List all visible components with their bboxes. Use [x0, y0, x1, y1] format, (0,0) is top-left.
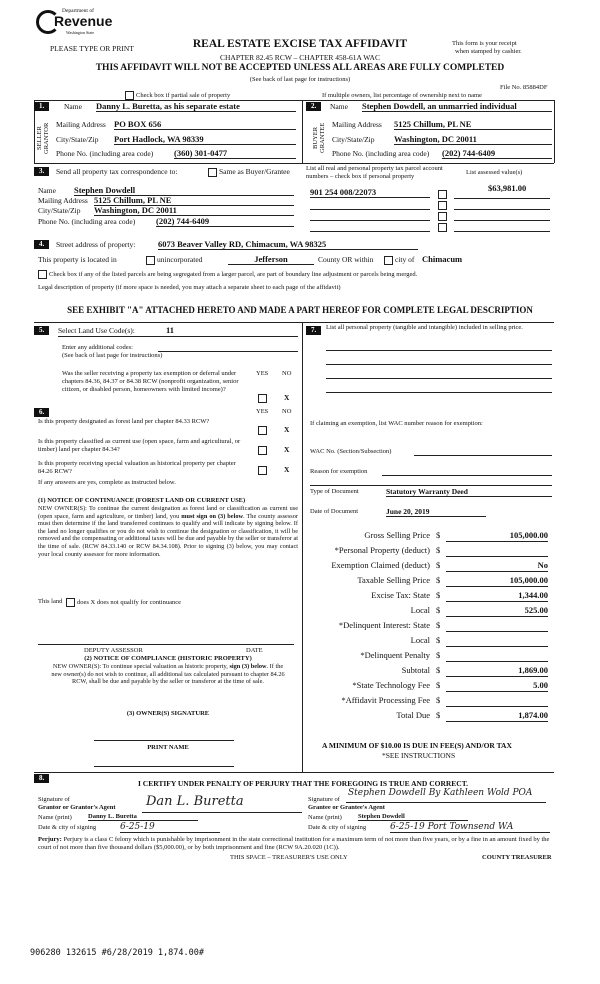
- buyer-mailing-label: Mailing Address: [332, 120, 382, 129]
- exemption-yes-checkbox[interactable]: [258, 394, 267, 403]
- notice-compliance-body: [48, 663, 288, 686]
- financial-row-value[interactable]: 105,000.00: [446, 530, 548, 542]
- form-title: REAL ESTATE EXCISE TAX AFFIDAVIT: [192, 38, 408, 50]
- buyer-mailing[interactable]: 5125 Chillum, PL NE: [394, 119, 552, 130]
- grantor-name-label: Name (print): [38, 814, 72, 821]
- partial-sale-checkbox[interactable]: [125, 91, 230, 100]
- forest-no-answer[interactable]: X: [284, 425, 290, 434]
- segregated-label: Check box if any of the listed parcels are being segregated from a larger parcel, are part of boundary line adjustment or parcels being merged.: [49, 270, 418, 278]
- land-use-code[interactable]: 11: [166, 325, 175, 335]
- section-6-designations: [34, 404, 302, 774]
- current-use-no-answer[interactable]: X: [284, 445, 290, 454]
- grantor-name[interactable]: Danny L. Buretta: [88, 813, 198, 821]
- section-3-tax-correspondence: [34, 165, 554, 235]
- assessed-value[interactable]: $63,981.00: [488, 183, 527, 193]
- seller-name[interactable]: Danny L. Buretta, as his separate estate: [96, 101, 296, 112]
- same-as-buyer-checkbox[interactable]: [208, 167, 290, 177]
- currency-symbol: $: [436, 680, 441, 690]
- buyer-phone-label: Phone No. (including area code): [332, 149, 430, 158]
- unincorporated-checkbox[interactable]: [146, 255, 202, 265]
- wac-number-label: WAC No. (Section/Subsection): [310, 448, 392, 455]
- section-5-land-use: [34, 324, 302, 404]
- financial-row-value[interactable]: [446, 545, 548, 557]
- tax-name-label: Name: [38, 186, 56, 195]
- document-type-label: Type of Document: [310, 488, 359, 495]
- grantee-date[interactable]: 6-25-19 Port Townsend WA: [390, 822, 550, 833]
- financial-row-label: Total Due: [396, 710, 430, 720]
- financial-row-value[interactable]: 1,344.00: [446, 590, 548, 602]
- section-number: 7.: [306, 326, 321, 335]
- property-county[interactable]: Jefferson: [228, 254, 314, 265]
- document-type[interactable]: Statutory Warranty Deed: [386, 487, 552, 497]
- section-number: 2.: [306, 102, 321, 111]
- historic-question: Is this property receiving special valuation as historical property per chapter 84.26 RCW?: [38, 460, 236, 475]
- financial-row-value[interactable]: [446, 635, 548, 647]
- financial-row-value[interactable]: 1,869.00: [446, 665, 548, 677]
- financial-row-label: *Delinquent Interest: State: [338, 620, 430, 630]
- form-subtitle: CHAPTER 82.45 RCW – CHAPTER 458-61A WAC: [220, 53, 380, 62]
- county-treasurer-label: COUNTY TREASURER: [482, 854, 552, 861]
- exemption-reason-label: Reason for exemption: [310, 468, 368, 475]
- segregated-checkbox[interactable]: [38, 270, 417, 279]
- treasurer-space-label: THIS SPACE – TREASURER'S USE ONLY: [230, 854, 348, 861]
- financial-table: [302, 530, 554, 726]
- yes-header: YES: [256, 370, 269, 377]
- section-number: 1.: [34, 102, 49, 111]
- parcel-number[interactable]: 901 254 008/22073: [310, 187, 430, 198]
- section-number: 3.: [34, 167, 49, 176]
- document-date[interactable]: June 20, 2019: [386, 507, 486, 517]
- tax-mailing-label: Mailing Address: [38, 196, 88, 205]
- currency-symbol: $: [436, 560, 441, 570]
- checkbox-icon: [384, 256, 393, 265]
- perjury-notice: [38, 836, 550, 852]
- financial-row-value[interactable]: 5.00: [446, 680, 548, 692]
- additional-codes-note: (See back of last page for instructions): [62, 352, 163, 359]
- minimum-fee-note: A MINIMUM OF $10.00 IS DUE IN FEE(S) AND/OR TAX: [322, 741, 512, 750]
- historic-no-answer[interactable]: X: [284, 465, 290, 474]
- section-number: 8.: [34, 774, 49, 783]
- section-number: 5.: [34, 326, 49, 335]
- exemption-question: Was the seller receiving a property tax exemption or deferral under chapters 84.36, 84.37 or 84.38 RCW (nonprofit organization, senior citizen, or disabled person, homeowners with limited income)?: [62, 370, 239, 393]
- no-header: NO: [282, 408, 292, 415]
- seller-phone-label: Phone No. (including area code): [56, 149, 154, 158]
- parcel-list-label-1: List all real and personal property tax parcel account: [306, 165, 443, 172]
- currency-symbol: $: [436, 695, 441, 705]
- exhibit-statement: SEE EXHIBIT "A" ATTACHED HERETO AND MADE A PART HEREOF FOR COMPLETE LEGAL DESCRIPTION: [67, 305, 533, 315]
- notice-compliance-text-b: . If the new owner(s) do not wish to continue, all additional tax calculated pursuant to chapter 84.26 RCW, shall be due and payable by the seller or transferor at the time of sale.: [51, 663, 285, 686]
- financial-row-label: Local: [410, 605, 430, 615]
- notice-continuance-text-a: NEW OWNER(S): To continue the current designation as forest land or classification as current use (open space, farm and agriculture, or timber) land, you: [38, 505, 298, 520]
- receipt-note-1: This form is your receipt: [452, 40, 517, 47]
- grantee-date-label: Date & city of signing: [308, 824, 367, 831]
- checkbox-icon: [66, 598, 75, 607]
- notice-compliance-text-a: NEW OWNER(S): To continue special valuation as historic property,: [52, 663, 230, 670]
- send-tax-label: Send all property tax correspondence to:: [56, 167, 178, 176]
- section-number: 4.: [34, 240, 49, 249]
- grantee-name[interactable]: Stephen Dowdell: [358, 813, 468, 821]
- financial-row-value[interactable]: [446, 650, 548, 662]
- grantor-sig-label-2: Grantor or Grantor's Agent: [38, 804, 116, 811]
- logo-name-text: Revenue: [54, 13, 113, 29]
- property-street[interactable]: 6073 Beaver Valley RD, Chimacum, WA 98325: [158, 239, 418, 250]
- grantee-sig-label-2: Grantee or Grantee's Agent: [308, 804, 385, 811]
- personal-property-checkbox[interactable]: [438, 190, 447, 199]
- print-name-label: PRINT NAME: [147, 744, 189, 751]
- section-7-personal-property: [302, 324, 554, 524]
- currency-symbol: $: [436, 575, 441, 585]
- financial-row-label: Excise Tax: State: [371, 590, 430, 600]
- exemption-wac-label: If claiming an exemption, list WAC number reason for exemption:: [310, 420, 483, 427]
- owner-signature-label: (3) OWNER(S) SIGNATURE: [126, 710, 210, 717]
- no-header: NO: [282, 370, 292, 377]
- seller-city-label: City/State/Zip: [56, 135, 99, 144]
- checkbox-icon: [38, 270, 47, 279]
- seller-phone[interactable]: (360) 301-0477: [174, 148, 296, 159]
- buyer-city-label: City/State/Zip: [332, 135, 375, 144]
- if-yes-note: If any answers are yes, complete as instructed below.: [38, 479, 176, 486]
- notice-continuance-title: (1) NOTICE OF CONTINUANCE (FOREST LAND OR CURRENT USE): [38, 497, 246, 504]
- financial-row-label: Subtotal: [401, 665, 430, 675]
- financial-row-value[interactable]: No: [446, 560, 548, 572]
- financial-row-label: *Delinquent Penalty: [360, 650, 430, 660]
- notice-compliance-sign: sign (3) below: [229, 663, 267, 670]
- currency-symbol: $: [436, 635, 441, 645]
- financial-row-label: Taxable Selling Price: [357, 575, 430, 585]
- financial-row-label: Local: [410, 635, 430, 645]
- personal-property-checkbox[interactable]: [438, 201, 447, 210]
- file-number: File No. 85884DF: [500, 84, 548, 91]
- currency-symbol: $: [436, 590, 441, 600]
- logo-state-text: Washington State: [66, 30, 95, 35]
- forest-yes-checkbox[interactable]: [258, 426, 267, 435]
- unincorporated-label: unincorporated: [157, 255, 203, 264]
- tax-city[interactable]: Washington, DC 20011: [94, 205, 294, 216]
- grantor-date-label: Date & city of signing: [38, 824, 97, 831]
- grantor-date[interactable]: 6-25-19: [120, 822, 220, 833]
- financial-row-value[interactable]: 1,874.00: [446, 710, 548, 722]
- seller-name-label: Name: [64, 102, 82, 111]
- additional-codes-label: Enter any additional codes:: [62, 344, 133, 351]
- section-8-certification: [34, 774, 554, 874]
- please-type: PLEASE TYPE OR PRINT: [50, 44, 134, 53]
- tax-mailing[interactable]: 5125 Chillum, PL NE: [94, 195, 294, 206]
- financial-row-label: *State Technology Fee: [352, 680, 430, 690]
- grantee-signature[interactable]: Stephen Dowdell By Kathleen Wold POA: [348, 788, 533, 798]
- personal-property-checkbox[interactable]: [438, 212, 447, 221]
- financial-row-value[interactable]: [446, 695, 548, 707]
- parcel-list-label-2: numbers – check box if personal property: [306, 173, 415, 180]
- grantor-sig-label-1: Signature of: [38, 796, 70, 803]
- forest-land-question: Is this property designated as forest land per chapter 84.33 RCW?: [38, 418, 210, 425]
- multiple-owners-note: If multiple owners, list percentage of ownership next to name: [322, 92, 482, 99]
- section-number: 6.: [34, 408, 49, 417]
- same-as-label: Same as Buyer/Grantee: [219, 167, 290, 176]
- financial-row-value[interactable]: [446, 620, 548, 632]
- grantee-sig-label-1: Signature of: [308, 796, 340, 803]
- buyer-city[interactable]: Washington, DC 20011: [394, 134, 552, 145]
- financial-row-label: *Affidavit Processing Fee: [341, 695, 430, 705]
- see-instructions-note: *SEE INSTRUCTIONS: [382, 751, 456, 760]
- tax-name[interactable]: Stephen Dowdell: [74, 185, 294, 196]
- city-checkbox[interactable]: [384, 255, 414, 265]
- financial-row-label: *Personal Property (deduct): [334, 545, 430, 555]
- seller-side-label: SELLER GRANTOR: [36, 122, 50, 154]
- assessed-value-label: List assessed value(s): [466, 169, 523, 176]
- currency-symbol: $: [436, 620, 441, 630]
- notice-continuance-text-b: . The county assessor must then determine if the land transferred continues to qualify and will indicate by signing below. If the land no longer qualifies or you do not wish to continue the designation or classification, it will be removed and the compensating or additional taxes will be due and payable by the seller or transferor at the time of sale. (RCW 84.33.140 or RCW 84.34.108). Prior to signing (3) below, you may contact your local county assessor for more information.: [38, 512, 298, 558]
- section-2-buyer: [302, 100, 554, 163]
- perjury-label: Perjury:: [38, 836, 62, 843]
- qualify-checkbox[interactable]: [66, 598, 181, 607]
- county-or-label: County OR within: [318, 255, 374, 264]
- currency-symbol: $: [436, 605, 441, 615]
- street-label: Street address of property:: [56, 240, 136, 249]
- current-use-question: Is this property classified as current use (open space, farm and agricultural, or timber) land per chapter 84.34?: [38, 438, 241, 453]
- currency-symbol: $: [436, 650, 441, 660]
- seller-city[interactable]: Port Hadlock, WA 98339: [114, 134, 296, 145]
- buyer-side-label: BUYER GRANTEE: [312, 122, 326, 154]
- perjury-text: Perjury is a class C felony which is punishable by imprisonment in the state correctional institution for a maximum term of not more than five years, or by a fine in an amount fixed by the court of not more than five thousand dollars ($5,000.00), or by both imprisonment and fine (RCW 9A.20.020 (1C)).: [38, 836, 550, 851]
- buyer-name-label: Name: [330, 102, 348, 111]
- checkbox-icon: [146, 256, 155, 265]
- property-city[interactable]: Chimacum: [422, 254, 463, 264]
- certify-statement: I CERTIFY UNDER PENALTY OF PERJURY THAT THE FOREGOING IS TRUE AND CORRECT.: [138, 779, 469, 788]
- legal-description-label: Legal description of property (if more space is needed, you may attach a separate sheet to each page of the affidavit): [38, 284, 341, 291]
- financial-row-value[interactable]: 525.00: [446, 605, 548, 617]
- seller-mailing[interactable]: PO BOX 656: [114, 119, 296, 130]
- financial-row-label: Gross Selling Price: [364, 530, 430, 540]
- exemption-no-answer[interactable]: X: [284, 393, 290, 402]
- located-label: This property is located in: [38, 255, 117, 264]
- tax-phone-label: Phone No. (including area code): [38, 217, 136, 226]
- see-back-note: (See back of last page for instructions): [249, 76, 351, 83]
- deputy-assessor-label: DEPUTY ASSESSOR: [84, 647, 143, 654]
- checkbox-icon: [208, 168, 217, 177]
- this-land-label: This land: [38, 598, 63, 605]
- section-4-property: [34, 238, 554, 298]
- city-of-label: city of: [395, 255, 415, 264]
- section-1-seller: [34, 100, 302, 163]
- buyer-name[interactable]: Stephen Dowdell, an unmarried individual: [362, 101, 552, 112]
- logo-dept-text: Department of: [62, 8, 94, 14]
- notice-continuance-body: [38, 505, 298, 558]
- notice-continuance-must: must sign on (3) below: [181, 512, 244, 520]
- notice-compliance-title: (2) NOTICE OF COMPLIANCE (HISTORIC PROPERTY): [84, 655, 252, 662]
- tax-city-label: City/State/Zip: [38, 206, 81, 215]
- land-use-label: Select Land Use Code(s):: [58, 326, 135, 335]
- personal-property-checkbox[interactable]: [438, 223, 447, 232]
- form-warning: THIS AFFIDAVIT WILL NOT BE ACCEPTED UNLESS ALL AREAS ARE FULLY COMPLETED: [95, 63, 505, 73]
- document-date-label: Date of Document: [310, 508, 359, 515]
- qualify-label: does X does not qualify for continuance: [77, 598, 181, 606]
- currency-symbol: $: [436, 530, 441, 540]
- checkbox-icon: [125, 91, 134, 100]
- grantor-signature[interactable]: Dan L. Buretta: [146, 794, 244, 809]
- current-use-yes-checkbox[interactable]: [258, 446, 267, 455]
- currency-symbol: $: [436, 710, 441, 720]
- historic-yes-checkbox[interactable]: [258, 466, 267, 475]
- currency-symbol: $: [436, 665, 441, 675]
- assessor-date-label: DATE: [246, 647, 263, 654]
- financial-row-label: Exemption Claimed (deduct): [331, 560, 430, 570]
- receipt-note-2: when stamped by cashier.: [455, 48, 522, 55]
- yes-header: YES: [256, 408, 269, 415]
- personal-property-label: List all personal property (tangible and intangible) included in selling price.: [326, 324, 523, 331]
- buyer-phone[interactable]: (202) 744-6409: [442, 148, 552, 159]
- partial-sale-label: Check box if partial sale of property: [136, 91, 231, 99]
- tax-phone[interactable]: (202) 744-6409: [156, 216, 294, 227]
- seller-mailing-label: Mailing Address: [56, 120, 106, 129]
- cashier-stamp: 906280 132615 #6/28/2019 1,874.00#: [30, 948, 204, 958]
- grantee-name-label: Name (print): [308, 814, 342, 821]
- currency-symbol: $: [436, 545, 441, 555]
- financial-row-value[interactable]: 105,000.00: [446, 575, 548, 587]
